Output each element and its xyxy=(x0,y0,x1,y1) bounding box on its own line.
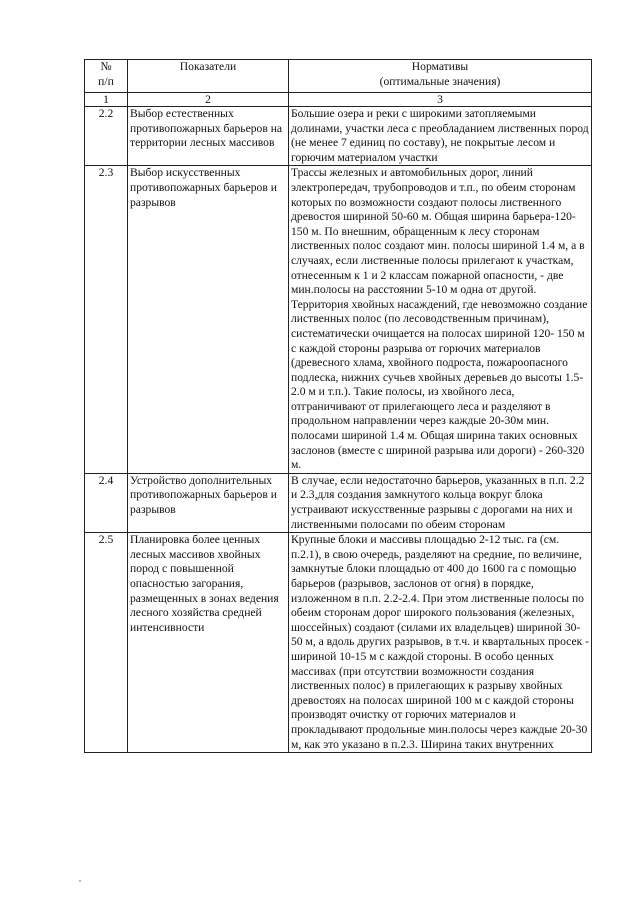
row-norm: Большие озера и реки с широкими затопляемыми долинами, участки леса с преобладанием лиственных пород (не менее 7 единиц по составу), не покрытые лесом и горючим материалом участки xyxy=(289,107,592,166)
scan-speck xyxy=(79,880,81,882)
table-header-row xyxy=(85,60,592,93)
row-indicator: Выбор естественных противопожарных барьеров на территории лесных массивов xyxy=(128,107,289,166)
table-row xyxy=(85,533,592,753)
header-norms: Нормативы (оптимальные значения) xyxy=(289,60,592,93)
column-index: 3 xyxy=(289,93,592,107)
norms-table xyxy=(84,59,592,753)
table-row xyxy=(85,473,592,532)
column-index: 1 xyxy=(85,93,128,107)
row-indicator: Планировка более ценных лесных массивов хвойных пород с повышенной опасностью загорания, размещенных в зонах ведения лесного хозяйства средней интенсивности xyxy=(128,533,289,753)
row-number: 2.3 xyxy=(85,166,128,473)
row-norm: Трассы железных и автомобильных дорог, линий электропередач, трубопроводов и т.п., по обеим сторонам которых по возможности создают полосы лиственного древостоя шириной 50-60 м. Общая ширина барьера-120-150 м. По внешним, обращенным к лесу сторонам лиственных полос создают мин. полосы шириной 1.4 м, а в случаях, если лиственные полосы прилегают к участкам, отнесенным к 1 и 2 классам пожарной опасности, - две мин.полосы на расстоянии 5-10 м одна от другой. Территория хвойных насаждений, где невозможно создание лиственных полос (по лесоводственным причинам), систематически очищается на полосах шириной 120- 150 м с каждой стороны разрыва от горючих материалов (древесного хлама, хвойного подроста, пожароопасного подлеска, нижних сучьев хвойных деревьев до высоты 1.5-2.0 м и т.п.). Такие полосы, из хвойного леса, отграничивают от прилегающего леса и разделяют в продольном направлении через каждые 20-30м мин. полосами шириной 1.4 м. Общая ширина таких основных заслонов (вместе с шириной разрыва или дороги) - 260-320 м. xyxy=(289,166,592,473)
table-row xyxy=(85,166,592,473)
column-index-row xyxy=(85,93,592,107)
row-norm: Крупные блоки и массивы площадью 2-12 тыс. га (см. п.2.1), в свою очередь, разделяют на средние, по величине, замкнутые блоки площадью от 400 до 1600 га с помощью барьеров (разрывов, заслонов от огня) в порядке, изложенном в п.п. 2.2-2.4. При этом лиственные полосы по обеим сторонам дорог широкого пользования (железных, шоссейных) создают (силами их владельцев) шириной 30-50 м, а вдоль других разрывов, в т.ч. и квартальных просек - шириной 10-15 м с каждой стороны. В особо ценных массивах (при отсутствии возможности создания лиственных полос) в прилегающих к разрыву хвойных древостоях на полосах шириной 100 м с каждой стороны производят очистку от горючих материалов и прокладывают продольные мин.полосы через каждые 20-30 м, как это указано в п.2.3. Ширина таких внутренних xyxy=(289,533,592,753)
row-norm: В случае, если недостаточно барьеров, указанных в п.п. 2.2 и 2.3,для создания замкнутого кольца вокруг блока устраивают искусственные разрывы с дорогами на них и лиственными полосами по обеим сторонам xyxy=(289,473,592,532)
row-number: 2.5 xyxy=(85,533,128,753)
table-row xyxy=(85,107,592,166)
header-number: № п/п xyxy=(85,60,128,93)
row-indicator: Устройство дополнительных противопожарных барьеров и разрывов xyxy=(128,473,289,532)
row-indicator: Выбор искусственных противопожарных барьеров и разрывов xyxy=(128,166,289,473)
header-indicators: Показатели xyxy=(128,60,289,93)
row-number: 2.4 xyxy=(85,473,128,532)
column-index: 2 xyxy=(128,93,289,107)
row-number: 2.2 xyxy=(85,107,128,166)
